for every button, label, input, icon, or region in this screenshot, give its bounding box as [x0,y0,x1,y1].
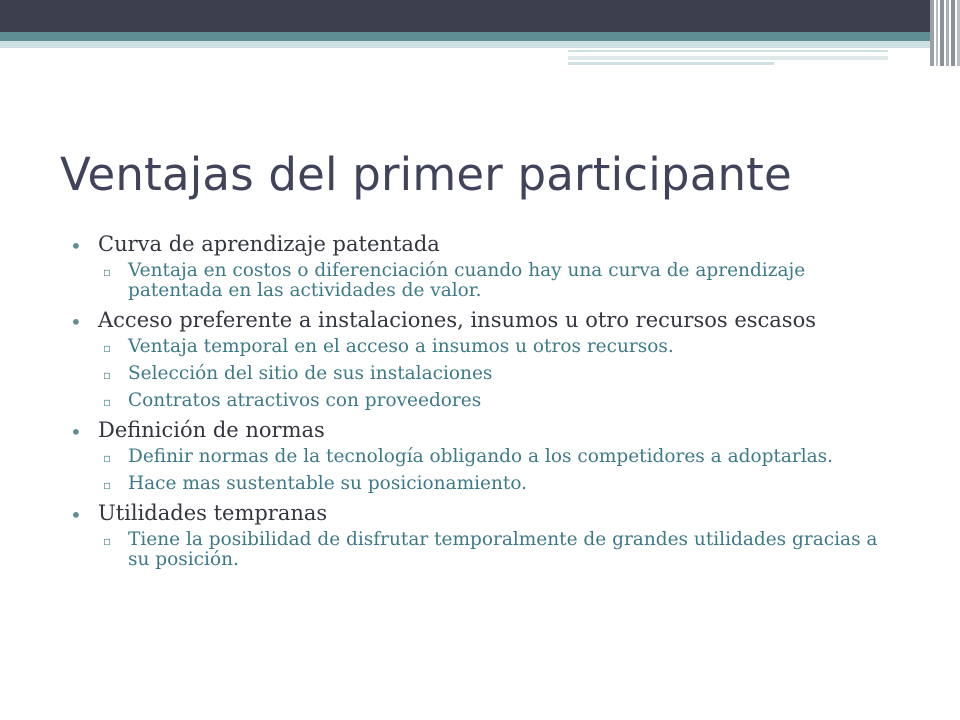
sub-bullet-list [98,261,900,301]
header-line [568,62,774,65]
corner-stripe [940,0,944,66]
sub-bullet-icon: ▫ [103,534,112,548]
header-line [568,50,888,52]
bullet-list [70,232,900,570]
sub-bullet-text: Ventaja temporal en el acceso a insumos u otros recursos. [128,336,674,357]
sub-bullet-item [98,474,900,494]
sub-bullet-text: Ventaja en costos o diferenciación cuando hay una curva de aprendizaje patentada en las actividades de valor. [128,260,806,301]
sub-bullet-item [98,364,900,384]
sub-bullet-icon: ▫ [103,265,112,279]
sub-bullet-list [98,337,900,411]
sub-bullet-item [98,530,900,570]
sub-bullet-text: Selección del sitio de sus instalaciones [128,363,493,384]
sub-bullet-icon: ▫ [103,451,112,465]
header-band-teal [0,32,930,41]
sub-bullet-text: Contratos atractivos con proveedores [128,390,482,411]
sub-bullet-text: Hace mas sustentable su posicionamiento. [128,473,528,494]
bullet-icon: • [70,420,82,444]
sub-bullet-text: Definir normas de la tecnología obligando a los competidores a adoptarlas. [128,446,834,467]
bullet-item [70,418,900,494]
header-band-dark [0,0,930,32]
sub-bullet-list [98,530,900,570]
sub-bullet-icon: ▫ [103,368,112,382]
bullet-icon: • [70,503,82,527]
corner-stripe [930,0,934,66]
slide-content [70,232,900,577]
bullet-icon: • [70,310,82,334]
sub-bullet-item [98,337,900,357]
sub-bullet-icon: ▫ [103,395,112,409]
corner-stripe [936,0,938,66]
sub-bullet-item [98,447,900,467]
bullet-text: Acceso preferente a instalaciones, insumos u otro recursos escasos [98,308,816,332]
sub-bullet-icon: ▫ [103,341,112,355]
corner-stripe [951,0,955,66]
bullet-text: Definición de normas [98,418,325,442]
bullet-item [70,501,900,570]
bullet-item [70,308,900,411]
sub-bullet-icon: ▫ [103,478,112,492]
bullet-text: Utilidades tempranas [98,501,328,525]
header-line [568,56,888,60]
sub-bullet-list [98,447,900,494]
header-band-light [0,41,930,48]
bullet-item [70,232,900,301]
corner-stripe [946,0,949,66]
bullet-text: Curva de aprendizaje patentada [98,232,440,256]
bullet-icon: • [70,234,82,258]
sub-bullet-item [98,391,900,411]
slide-title: Ventajas del primer participante [60,148,792,201]
sub-bullet-text: Tiene la posibilidad de disfrutar temporalmente de grandes utilidades gracias a su posición. [128,529,878,570]
sub-bullet-item [98,261,900,301]
